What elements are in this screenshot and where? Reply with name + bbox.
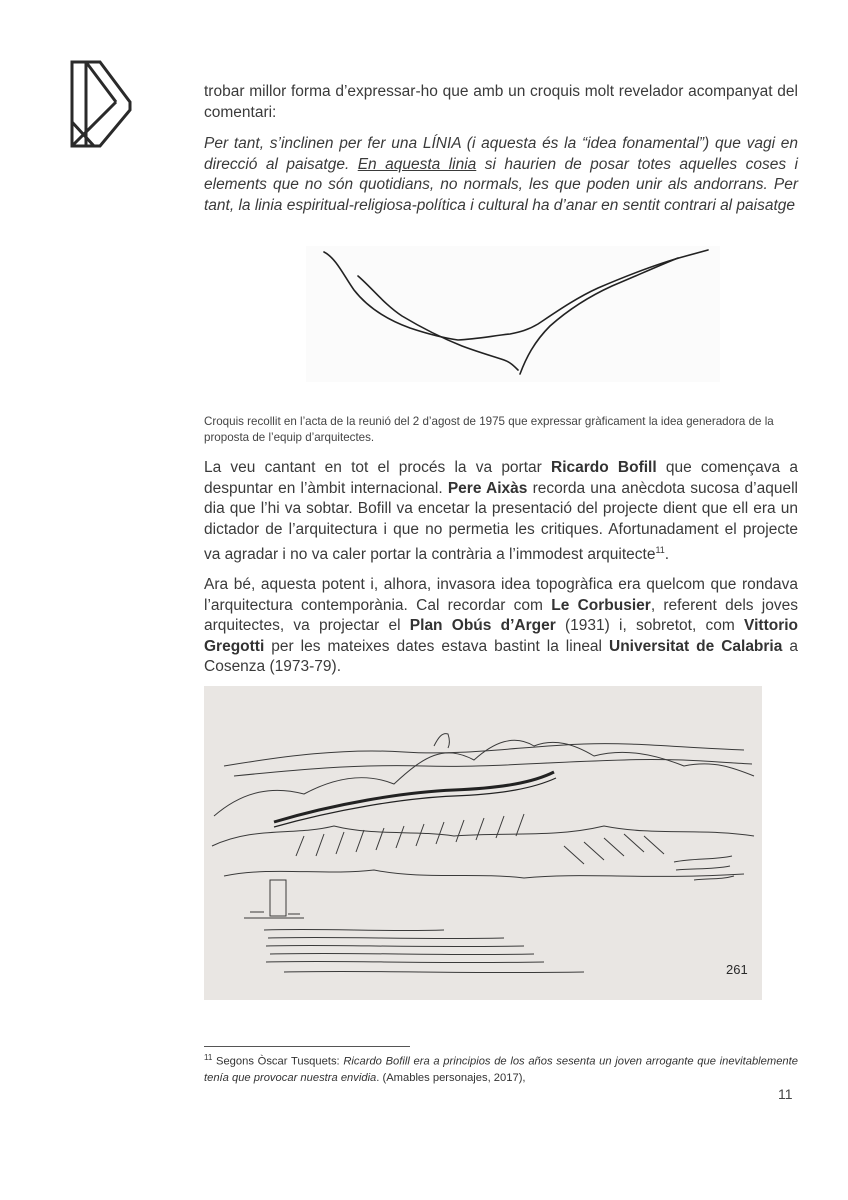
para2-text-3: recorda una anècdota sucosa d’aquell dia que l’hi va sobtar. Bofill va encetar la presentació del projecte dient que ell era un dictador de l’arquitectura i que no permetia les critiques. Afortunadament el projecte va agradar i no va caler portar la contrària a l’immodest arquitecte — [204, 479, 798, 564]
para3-text-2: , referent dels joves arquitectes, va projectar el — [204, 596, 798, 634]
name-le-corbusier: Le Corbusier — [551, 596, 651, 614]
intro-paragraph — [204, 82, 798, 123]
valley-line-sketch — [306, 246, 720, 382]
para2-text-2: que començava a despuntar en l’àmbit internacional. — [204, 459, 798, 497]
sketch-number: 261 — [726, 962, 748, 977]
quote-underlined: En aquesta linia — [357, 155, 477, 173]
footnote-number: 11 — [204, 1053, 213, 1062]
topography-paragraph — [204, 575, 798, 678]
footnote-lead: Segons Òscar Tusquets: — [212, 1055, 344, 1068]
page-number: 11 — [778, 1086, 793, 1102]
quote-text-2: si haurien de posar totes aquelles coses i elements que no són quotidians, no normals, les que poden unir als andorrans. Per tant, la linia espiritual-religiosa-política i cultural ha d’anar en sentit contrari al paisatge — [204, 155, 798, 214]
para2-text-4: . — [664, 546, 670, 564]
para3-text-1: Ara bé, aquesta potent i, alhora, invasora idea topogràfica era quelcom que rondava l’arquitectura contemporània. Cal recordar com — [204, 576, 798, 614]
quote-text-1: Per tant, s’inclinen per fer una LÍNIA (i aquesta és la “idea fonamental”) que vagi en direcció al paisatge. — [204, 135, 798, 173]
para3-text-5: a Cosenza (1973-79). — [204, 637, 798, 675]
bofill-paragraph — [204, 458, 798, 566]
caption-text: Croquis recollit en l’acta de la reunió del 2 d’agost de 1975 que expressar gràficament la idea generadora de la proposta de l’equip d’arquitectes. — [204, 415, 774, 444]
intro-text: trobar millor forma d’expressar-ho que amb un croquis molt revelador acompanyat del comentari: — [204, 83, 798, 121]
footnote-reference: 11 — [655, 545, 665, 555]
footnote-tail: . (Amables personajes, 2017), — [376, 1071, 526, 1084]
name-ricardo-bofill: Ricardo Bofill — [551, 459, 657, 476]
name-universitat-calabria: Universitat de Calabria — [609, 637, 783, 655]
landscape-sketch-image — [204, 686, 762, 1000]
footnote-divider — [204, 1046, 410, 1047]
logo-icon — [70, 60, 132, 148]
quoted-comment — [204, 134, 798, 216]
para3-text-3: (1931) i, sobretot, com — [555, 617, 745, 634]
para2-text-1: La veu cantant en tot el procés la va portar — [204, 459, 551, 476]
para3-text-4: per les mateixes dates estava bastint la lineal — [264, 637, 609, 655]
name-plan-obus: Plan Obús d’Arger — [409, 617, 556, 634]
footnote-quote: Ricardo Bofill era a principios de los años sesenta un joven arrogante que inevitablemente tenía que provocar nuestra envidia — [204, 1055, 798, 1084]
footnote — [204, 1050, 798, 1086]
name-vittorio-gregotti: Vittorio Gregotti — [204, 617, 799, 655]
sketch-caption — [204, 414, 798, 446]
name-pere-aixas: Pere Aixàs — [447, 479, 528, 497]
